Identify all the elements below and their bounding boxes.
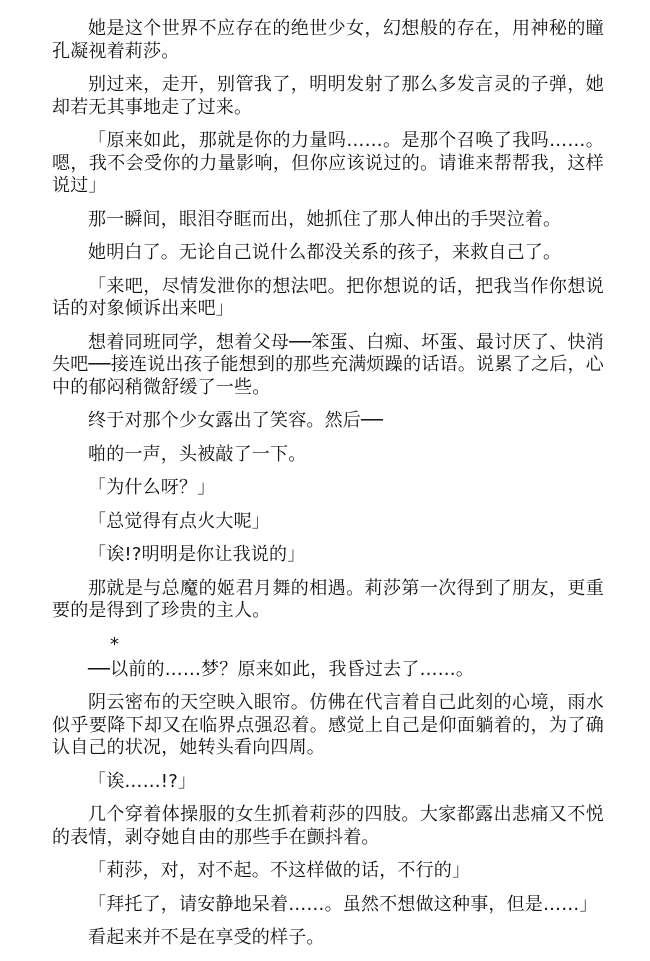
paragraph: 别过来，走开，别管我了，明明发射了那么多发言灵的子弹，她却若无其事地走了过来。	[52, 74, 604, 118]
dialogue-line: 「诶……!?」	[88, 770, 197, 792]
dialogue-line: 「总觉得有点火大呢」	[88, 510, 270, 532]
dialogue-line: 「为什么呀？」	[88, 477, 216, 498]
paragraph: 阴云密布的天空映入眼帘。仿佛在代言着自己此刻的心境，雨水似乎要降下却又在临界点强忍着。感觉上自己是仰面躺着的，为了确认自己的状况，她转头看向四周。	[52, 692, 604, 758]
paragraph: 终于对那个少女露出了笑容。然后──	[88, 410, 384, 431]
paragraph: 那就是与总魔的姬君月舞的相遇。莉莎第一次得到了朋友，更重要的是得到了珍贵的主人。	[52, 577, 604, 621]
paragraph: 她是这个世界不应存在的绝世少女，幻想般的存在，用神秘的瞳孔凝视着莉莎。	[52, 18, 604, 62]
paragraph: 「来吧，尽情发泄你的想法吧。把你想说的话，把我当作你想说话的对象倾诉出来吧」	[52, 275, 604, 319]
paragraph: 啪的一声，头被敲了一下。	[88, 443, 307, 465]
paragraph: 她明白了。无论自己说什么都没关系的孩子，来救自己了。	[88, 242, 562, 263]
dialogue-line: 「莉莎，对，对不起。不这样做的话，不行的」	[88, 860, 471, 881]
section-break: *	[110, 633, 120, 655]
paragraph: 看起来并不是在享受的样子。	[88, 927, 325, 948]
paragraph: 想着同班同学，想着父母──笨蛋、白痴、坏蛋、最讨厌了、快消失吧──接连说出孩子能想到的那些充满烦躁的话语。说累了之后，心中的郁闷稍微舒缓了一些。	[52, 331, 604, 398]
document-page	[52, 18, 604, 961]
paragraph: ──以前的……梦？原来如此，我昏过去了……。	[88, 658, 475, 680]
paragraph: 几个穿着体操服的女生抓着莉莎的四肢。大家都露出悲痛又不悦的表情，剥夺她自由的那些手在颤抖着。	[52, 804, 604, 848]
dialogue-line: 「拜托了，请安静地呆着……。虽然不想做这种事，但是……」	[88, 893, 598, 915]
paragraph: 那一瞬间，眼泪夺眶而出，她抓住了那人伸出的手哭泣着。	[88, 208, 562, 230]
dialogue-line: 「诶!?明明是你让我说的」	[88, 544, 306, 565]
paragraph: 「原来如此，那就是你的力量吗……。是那个召唤了我吗……。嗯，我不会受你的力量影响，但你应该说过的。请谁来帮帮我，这样说过」	[52, 130, 604, 196]
